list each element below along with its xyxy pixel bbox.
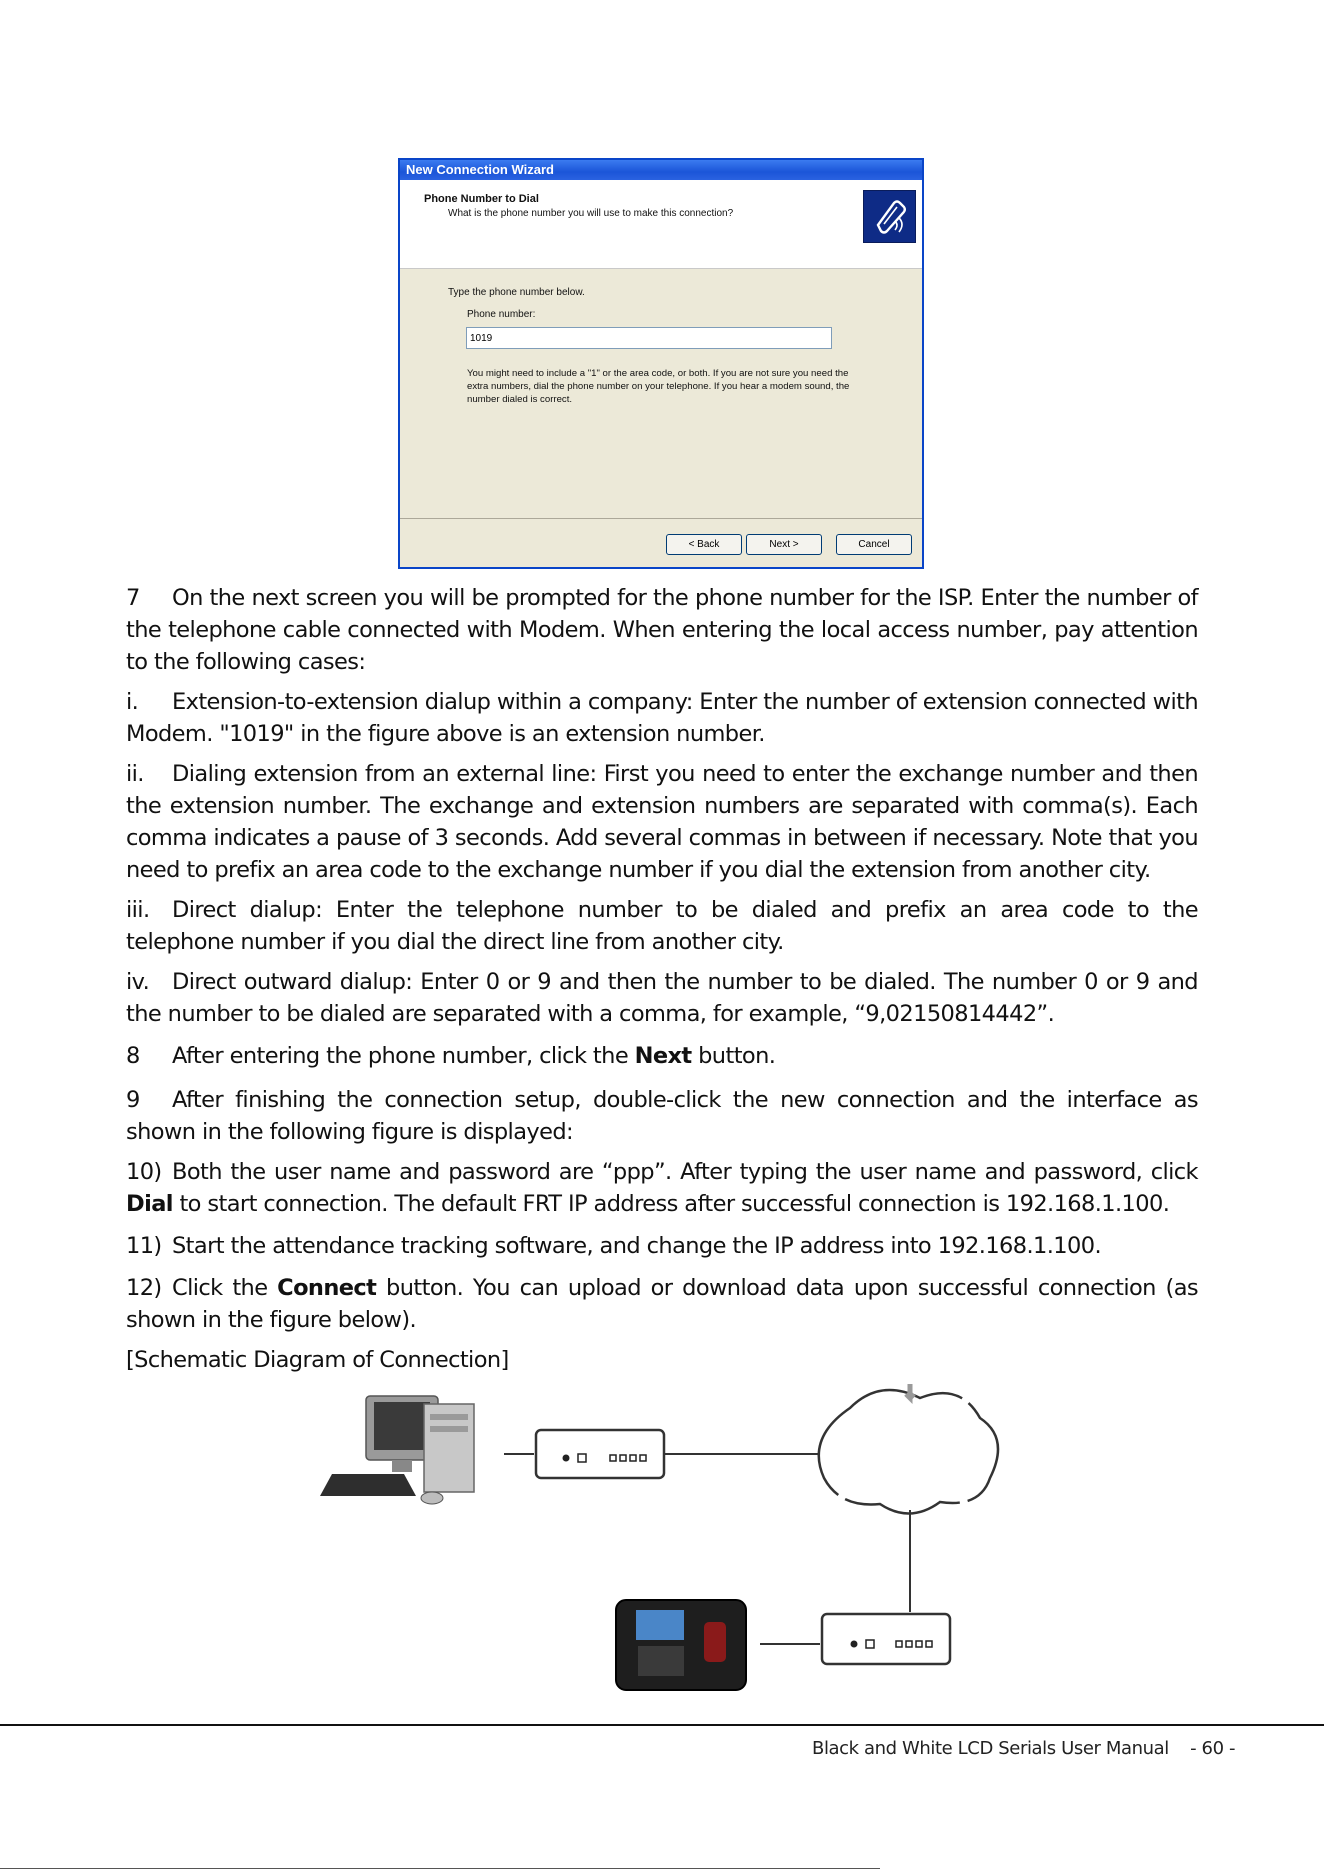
case-text: Direct outward dialup: Enter 0 or 9 and then the number to be dialed. The number 0 or 9 and the number to be dialed are separated with a comma, for example, “9,02150814442”. (126, 969, 1198, 1027)
attendance-terminal-icon (616, 1600, 746, 1690)
wizard-instruction: Type the phone number below. (448, 287, 585, 298)
paragraph-step-9 (126, 1084, 1198, 1148)
step-text: After entering the phone number, click the (172, 1043, 635, 1069)
step-number: 11) (126, 1233, 162, 1259)
dial-keyword: Dial (126, 1191, 173, 1217)
phone-icon (863, 190, 916, 243)
next-button[interactable]: Next > (746, 534, 822, 555)
step-number: 12) (126, 1275, 162, 1301)
footer-rule (0, 1724, 1324, 1726)
step-number: 9 (126, 1087, 140, 1113)
step-text: On the next screen you will be prompted for the phone number for the ISP. Enter the number of the telephone cable connected with Modem. When entering the local access number, pay attention to the following cases: (126, 585, 1198, 675)
cancel-button[interactable]: Cancel (836, 534, 912, 555)
paragraph-step-10 (126, 1156, 1198, 1220)
case-number: iv. (126, 969, 150, 995)
paragraph-step-11 (126, 1230, 1198, 1262)
case-number: ii. (126, 761, 144, 787)
page-footer: Black and White LCD Serials User Manual - 60 - (812, 1738, 1236, 1759)
next-keyword: Next (634, 1043, 692, 1069)
wizard-header (400, 180, 922, 269)
connection-schematic (320, 1378, 1020, 1700)
wizard-heading: Phone Number to Dial (424, 193, 539, 205)
paragraph-case-i (126, 686, 1198, 750)
step-number: 8 (126, 1043, 140, 1069)
bottom-divider (0, 1868, 880, 1869)
back-button[interactable]: < Back (666, 534, 742, 555)
step-number: 7 (126, 585, 140, 611)
step-text: After finishing the connection setup, double-click the new connection and the interface as shown in the following figure is displayed: (126, 1087, 1198, 1145)
step-text: Both the user name and password are “ppp”. After typing the user name and password, click (172, 1159, 1198, 1185)
connect-keyword: Connect (277, 1275, 377, 1301)
wizard-footer (400, 518, 922, 567)
step-text: Click the (172, 1275, 278, 1301)
wizard-body (400, 269, 922, 535)
case-number: i. (126, 689, 139, 715)
phone-number-label: Phone number: (467, 309, 536, 320)
case-number: iii. (126, 897, 150, 923)
step-text: Start the attendance tracking software, and change the IP address into 192.168.1.100. (172, 1233, 1101, 1259)
paragraph-step-12 (126, 1272, 1198, 1336)
connection-wizard-dialog (398, 158, 924, 569)
paragraph-step-8 (126, 1040, 1198, 1072)
wizard-note: You might need to include a "1" or the area code, or both. If you are not sure you need the extra numbers, dial the phone number on your telephone. If you hear a modem sound, the number dialed is correct. (467, 368, 850, 405)
paragraph-case-iii (126, 894, 1198, 958)
diagram-caption: [Schematic Diagram of Connection] (126, 1347, 509, 1373)
wizard-title-bar: New Connection Wizard (400, 160, 922, 180)
computer-icon (320, 1396, 474, 1504)
step-text-end: to start connection. The default FRT IP address after successful connection is 192.168.1.100. (172, 1191, 1170, 1217)
paragraph-case-iv (126, 966, 1198, 1030)
wizard-subheading: What is the phone number you will use to make this connection? (448, 208, 734, 219)
step-text-end: button. (691, 1043, 776, 1069)
case-text: Dialing extension from an external line: First you need to enter the exchange number and then the extension number. The exchange and extension numbers are separated with comma(s). Each comma indicates a pause of 3 seconds. Add several commas in between if necessary. Note that you need to prefix an area code to the exchange number if you dial the extension from another city. (126, 761, 1198, 883)
paragraph-step-7 (126, 582, 1198, 678)
modem-icon (536, 1430, 664, 1478)
internet-cloud-icon (819, 1384, 998, 1514)
modem-icon (822, 1614, 950, 1664)
case-text: Direct dialup: Enter the telephone number to be dialed and prefix an area code to the telephone number if you dial the direct line from another city. (126, 897, 1198, 955)
phone-number-input[interactable] (466, 327, 832, 349)
paragraph-case-ii (126, 758, 1198, 886)
case-text: Extension-to-extension dialup within a company: Enter the number of extension connected with Modem. "1019" in the figure above is an extension number. (126, 689, 1198, 747)
step-text-end: button. You can upload or download data upon successful connection (as shown in the figure below). (126, 1275, 1199, 1333)
step-number: 10) (126, 1159, 162, 1185)
